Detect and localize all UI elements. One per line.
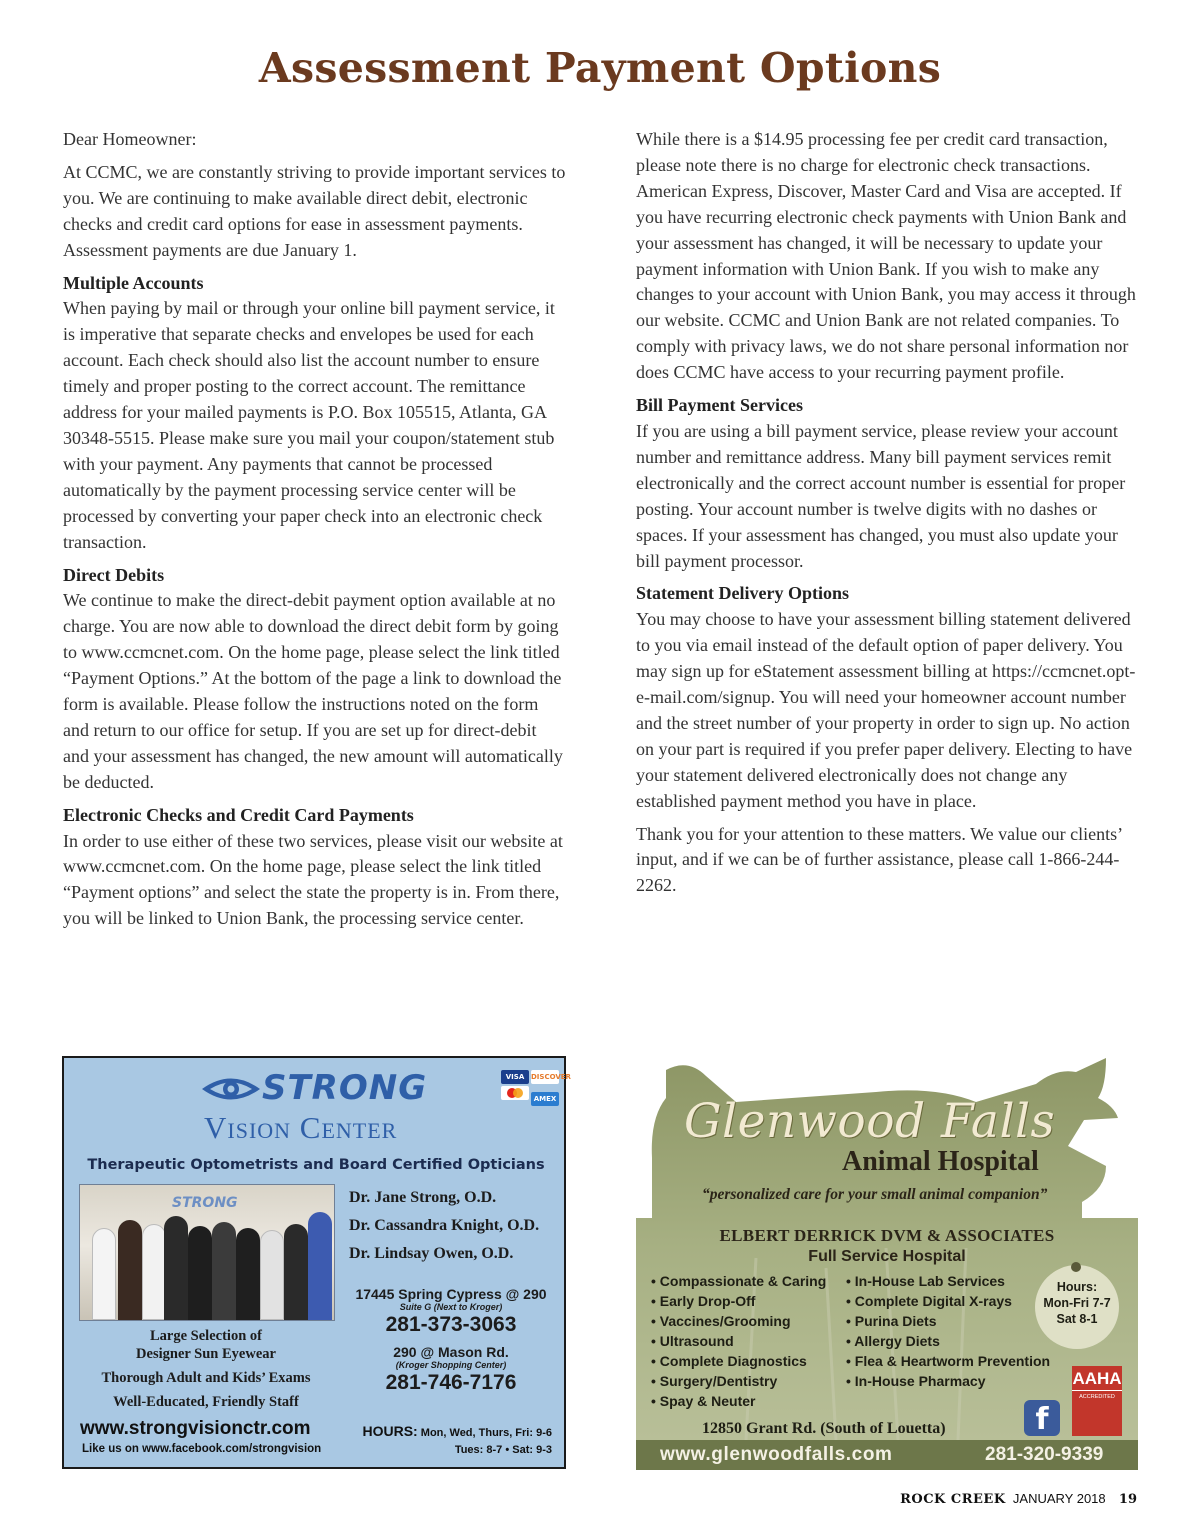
section-bill-payment [636,393,1141,574]
hours-line: Sat 8-1 [1056,1312,1098,1326]
badge-title: AAHA [1072,1366,1122,1391]
doctor-name: Dr. Jane Strong, O.D. [349,1189,497,1206]
address-2-note: (Kroger Shopping Center) [395,1360,507,1370]
brand-subtitle: Vision Center [204,1110,398,1145]
section-heading: Statement Delivery Options [636,583,849,604]
facebook-icon[interactable]: f [1024,1400,1060,1436]
salutation: Dear Homeowner: [63,129,197,149]
full-service-label: Full Service Hospital [808,1248,966,1265]
tagline: Therapeutic Optometrists and Board Certified Opticians [87,1157,545,1173]
hours-line: Mon-Fri 7-7 [1043,1296,1111,1310]
section-multiple-accounts [63,271,566,556]
aaha-badge-icon [1072,1366,1122,1436]
section-heading: Direct Debits [63,564,165,585]
pin-icon [1071,1262,1081,1272]
hours-label: Hours: [1056,1280,1098,1294]
phone-1[interactable]: 281-373-3063 [385,1313,517,1336]
address-1: 17445 Spring Cypress @ 290 [355,1286,547,1302]
service-item: • In-House Lab Services [846,1271,1050,1291]
service-item: • In-House Pharmacy [846,1371,1050,1391]
visa-card-icon: VISA [501,1070,529,1084]
hours-line: Tues: 8-7 • Sat: 9-3 [454,1444,552,1456]
feature-line: Thorough Adult and Kids’ Exams [101,1370,311,1386]
left-column [63,127,566,939]
photo-sign: STRONG [172,1195,238,1211]
right-column [636,127,1141,906]
website-link[interactable]: www.glenwoodfalls.com [660,1444,893,1465]
address-2: 290 @ Mason Rd. [393,1344,509,1360]
section-heading: Bill Payment Services [636,395,803,416]
ad-glenwood-falls[interactable] [636,1058,1138,1470]
service-item: • Early Drop-Off [651,1291,826,1311]
service-item: • Surgery/Dentistry [651,1371,826,1391]
doctor-list [349,1184,539,1268]
intro-paragraph: At CCMC, we are constantly striving to provide important services to you. We are continuing to make available direct debit, electronic checks and credit card options for ease in assessment payments. Assessment payments are due January 1. [63,161,566,260]
section-body: When paying by mail or through your online bill payment service, it is imperative that separate checks and envelopes be used for each account. Each check should also list the account number to ensure timely and proper posting to the correct account. The remittance address for your mailed payments is P.O. Box 105515, Atlanta, GA 30348-5515. Please make sure you mail your coupon/statement stub with your payment. Any payments that cannot be processed automatically by the payment processing service center will be processed by converting your paper check into an electronic check transaction. [63,298,555,552]
services-list-left [651,1271,826,1411]
accepted-cards [500,1066,571,1107]
service-item: • Vaccines/Grooming [651,1311,826,1331]
hours-label: HOURS: [362,1423,418,1439]
facebook-link[interactable]: Like us on www.facebook.com/strongvision [82,1443,322,1455]
doctor-name: Dr. Lindsay Owen, O.D. [349,1245,514,1262]
staff-photo [79,1184,335,1321]
section-heading: Electronic Checks and Credit Card Payments [63,804,414,825]
badge-subtitle: ACCREDITED [1079,1394,1115,1400]
amex-card-icon: AMEX [531,1092,559,1106]
page-title: Assessment Payment Options [258,44,942,92]
section-direct-debits [63,563,566,796]
publication-name: ROCK CREEK [900,1492,1006,1507]
vet-name: ELBERT DERRICK DVM & ASSOCIATES [719,1226,1055,1245]
section-body: We continue to make the direct-debit payment option available at no charge. You are now able to download the direct debit form by going to www.ccmcnet.com. On the home page, please select the link titled “Payment Options.” At the bottom of the page a link to download the form is available. Please follow the instructions noted on the form and return to our office for setup. If you are set up for direct-debit and your assessment has changed, the new amount will automatically be deducted. [63,590,563,792]
brand-name: STRONG [262,1068,428,1108]
closing-paragraph: Thank you for your attention to these matters. We value our clients’ input, and if we can be of further assistance, please call 1-866-244-2262. [636,823,1122,896]
phone-2[interactable]: 281-746-7176 [385,1371,517,1394]
eye-logo-icon [200,1074,262,1104]
locations [346,1286,556,1396]
doctor-name: Dr. Cassandra Knight, O.D. [349,1217,540,1234]
section-statement-delivery [636,581,1141,814]
website-link[interactable]: www.strongvisionctr.com [80,1418,311,1439]
service-item: • Flea & Heartworm Prevention [846,1351,1050,1371]
address: 12850 Grant Rd. (South of Louetta) [702,1420,946,1437]
service-item: • Spay & Neuter [651,1391,826,1411]
section-body: You may choose to have your assessment billing statement delivered to you via email instead of the default option of paper delivery. You may sign up for eStatement assessment billing at https://ccmcnet.opt-e-mail.com/signup. You will need your homeowner account number and the street number of your property in order to sign up. No action on your part is required if you prefer paper delivery. Electing to have your statement delivered electronically does not change any established payment method you have in place. [636,609,1136,811]
service-item: • Complete Digital X-rays [846,1291,1050,1311]
fee-paragraph: While there is a $14.95 processing fee per credit card transaction, please note there is no charge for electronic check transactions. American Express, Discover, Master Card and Visa are accepted. If you have recurring electronic check payments with Union Bank and your assessment has changed, it will be necessary to update your payment information with Union Bank. If you wish to make any changes to your account with Union Bank, you may access it through our website. CCMC and Union Bank are not related companies. To comply with privacy laws, we do not share personal information nor does CCMC have access to your recurring payment profile. [636,129,1136,383]
brand-script-name: Glenwood Falls [684,1094,1056,1149]
page-number: 19 [1118,1492,1137,1507]
section-electronic-checks [63,803,566,933]
service-item: • Complete Diagnostics [651,1351,826,1371]
feature-line: Well-Educated, Friendly Staff [113,1394,299,1410]
section-body: If you are using a bill payment service, please review your account number and remittance address. Many bill payment services remit electronically and the correct account number is essential for proper posting. Your account number is twelve digits with no dashes or spaces. If your assessment has changed, you must also update your bill payment processor. [636,420,1126,571]
motto: “personalized care for your small animal companion” [702,1186,1048,1203]
mastercard-icon [501,1086,529,1100]
page-footer [900,1491,1137,1507]
phone-number[interactable]: 281-320-9339 [985,1444,1104,1465]
hours-badge [1035,1265,1119,1349]
address-1-note: Suite G (Next to Kroger) [399,1302,503,1312]
service-item: • Compassionate & Caring [651,1271,826,1291]
section-heading: Multiple Accounts [63,272,204,293]
ad-strong-vision[interactable] [62,1056,571,1469]
service-item: • Purina Diets [846,1311,1050,1331]
hours-line: Mon, Wed, Thurs, Fri: 9-6 [420,1427,552,1439]
feature-list [84,1324,328,1414]
service-item: • Ultrasound [651,1331,826,1351]
feature-line: Large Selection of [150,1328,262,1344]
hours [349,1423,552,1459]
section-body: In order to use either of these two services, please visit our website at www.ccmcnet.com. On the home page, please select the link titled “Payment options” and select the state the property is in. From there, you will be linked to Union Bank, the processing service center. [63,830,563,929]
discover-card-icon: DISCOVER [531,1070,559,1084]
hospital-name: Animal Hospital [842,1146,1039,1177]
issue-date: JANUARY 2018 [1012,1491,1106,1506]
service-item: • Allergy Diets [846,1331,1050,1351]
feature-line: Designer Sun Eyewear [136,1346,276,1362]
services-list-right [846,1271,1050,1391]
